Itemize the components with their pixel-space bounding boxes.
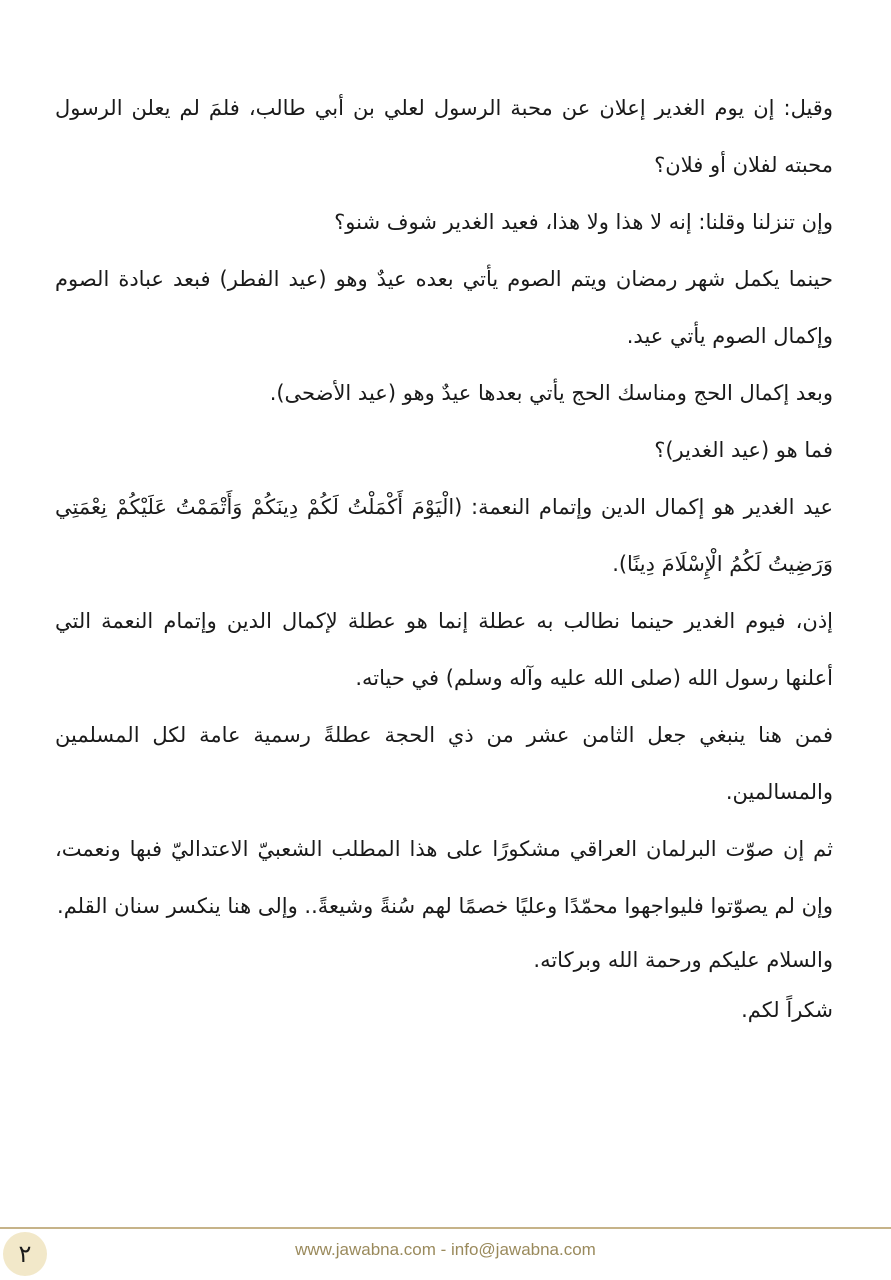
- paragraph-2: وإن تنزلنا وقلنا: إنه لا هذا ولا هذا، فعيد الغدير شوف شنو؟: [334, 210, 833, 234]
- paragraph-4: وبعد إكمال الحج ومناسك الحج يأتي بعدها عيدٌ وهو (عيد الأضحى).: [269, 381, 833, 405]
- website-link[interactable]: www.jawabna.com: [295, 1240, 436, 1259]
- footer-contact: [0, 1240, 891, 1260]
- paragraph-1: وقيل: إن يوم الغدير إعلان عن محبة الرسول لعلي بن أبي طالب، فلمَ لم يعلن الرسول محبته لفلان أو فلان؟: [55, 96, 833, 177]
- paragraph-8: فمن هنا ينبغي جعل الثامن عشر من ذي الحجة عطلةً رسمية عامة لكل المسلمين والمسالمين.: [55, 723, 833, 804]
- paragraph-6-quran-verse: عيد الغدير هو إكمال الدين وإتمام النعمة: (الْيَوْمَ أَكْمَلْتُ لَكُمْ دِينَكُمْ وَأَتْمَمْتُ عَلَيْكُمْ نِعْمَتِي وَرَضِيتُ لَكُمُ الْإِسْلَامَ دِينًا).: [55, 495, 833, 576]
- paragraph-5: فما هو (عيد الغدير)؟: [654, 438, 833, 462]
- paragraph-7: إذن، فيوم الغدير حينما نطالب به عطلة إنما هو عطلة لإكمال الدين وإتمام النعمة التي أعلنها رسول الله (صلى الله عليه وآله وسلم) في حياته.: [55, 609, 833, 690]
- paragraph-10-salutation: والسلام عليكم ورحمة الله وبركاته.: [533, 948, 833, 972]
- page-number: ٢: [18, 1240, 32, 1268]
- article-body: [55, 80, 833, 1035]
- paragraph-9: ثم إن صوّت البرلمان العراقي مشكورًا على هذا المطلب الشعبيّ الاعتداليّ فبها ونعمت، وإن لم يصوّتوا فليواجهوا محمّدًا وعليًا خصمًا لهم سُنةً وشيعةً.. وإلى هنا ينكسر سنان القلم.: [55, 837, 833, 918]
- paragraph-3: حينما يكمل شهر رمضان ويتم الصوم يأتي بعده عيدٌ وهو (عيد الفطر) فبعد عبادة الصوم وإكمال الصوم يأتي عيد.: [55, 267, 833, 348]
- paragraph-11-thanks: شكراً لكم.: [741, 998, 833, 1022]
- footer-divider: [0, 1227, 891, 1229]
- footer-separator: -: [435, 1240, 452, 1259]
- email-link[interactable]: info@jawabna.com: [451, 1240, 596, 1259]
